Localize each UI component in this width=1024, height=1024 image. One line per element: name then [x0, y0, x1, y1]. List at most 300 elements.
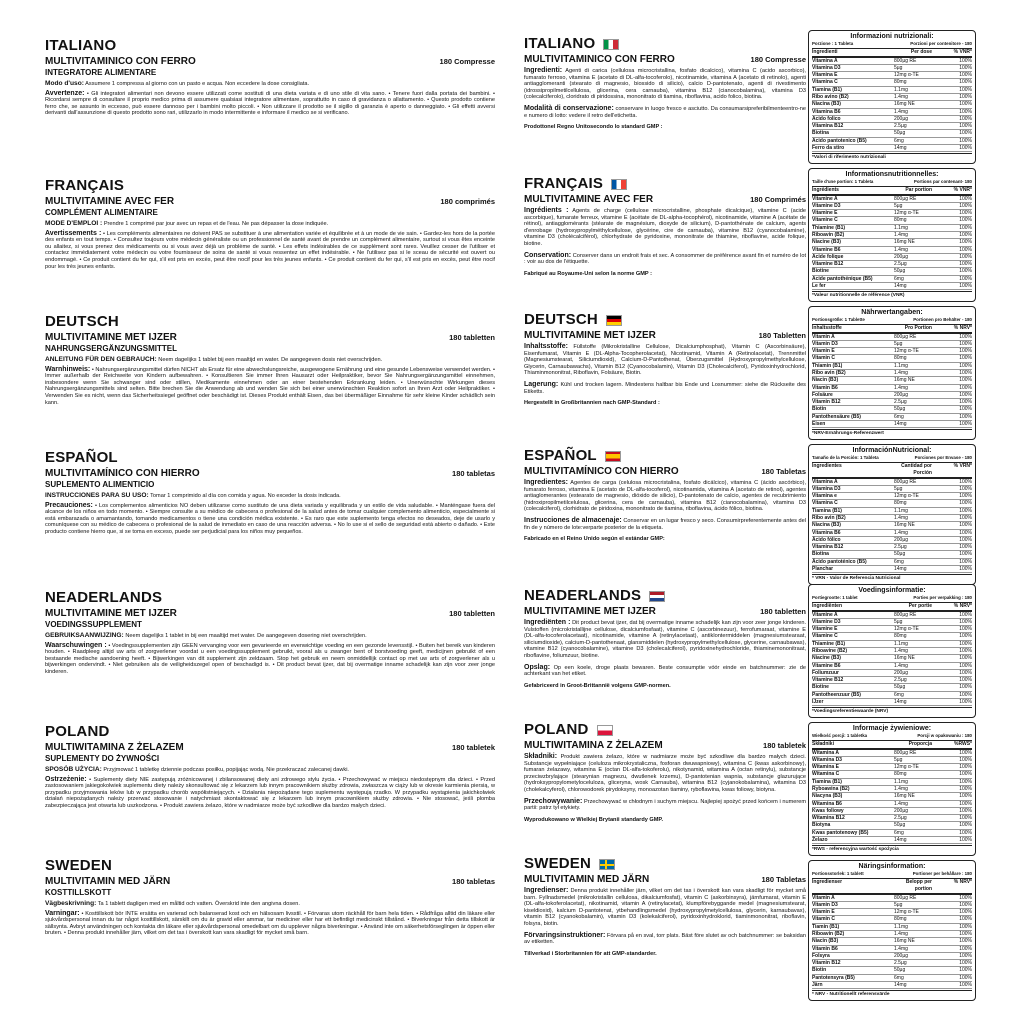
nutrient-name: Vitamine B12	[812, 677, 844, 684]
nutrient-name: Folsäure	[812, 391, 833, 398]
nutrient-nrv: 100%	[959, 145, 972, 152]
nutrient-name: Witamina C	[812, 771, 840, 778]
warning-text: • Gli integratori alimentari non devono essere utilizzati come sostituti di una dieta variata e di uno stile di vita sano. • Tenere fuori dalla portata dei bambini. • Ricordarsi sempre di consultare il proprio medico prima di assumere qualsiasi integratore alimentare, soprattutto in caso di gravidanza o allattamento. • Questo prodotto contiene ferro che, se assunto in eccesso, può essere dannoso per i bambini molto piccoli. • Non utilizzare il prodotto se il sigillo di garanzia è aperto o danneggiato. • Gli effetti avversi derivanti dall'assunzione di questo prodotto sono rari, utilizzarlo in modo intermittente e informare il medico se si verificano.	[45, 90, 495, 117]
nutrient-amount: 12mg α-TE	[894, 626, 919, 633]
nutrition-row	[812, 109, 972, 116]
nutrient-nrv: 100%	[959, 771, 972, 778]
nutrient-nrv: 100%	[959, 137, 972, 144]
nutrient-amount: 5µg	[894, 618, 903, 625]
nutrient-amount: 5µg	[894, 485, 903, 492]
header-ingredient: Składniki	[812, 740, 834, 747]
nutrition-row	[812, 276, 972, 283]
warning-paragraph	[45, 777, 495, 810]
nutrient-nrv: 100%	[959, 493, 972, 500]
tablet-count: 180 Tabletas	[761, 875, 806, 884]
nutrient-nrv: 100%	[959, 391, 972, 398]
nutrient-nrv: 100%	[959, 626, 972, 633]
title-with-flag	[524, 722, 806, 738]
nutrient-name: Biotin	[812, 967, 827, 974]
nutrient-amount: 6mg	[894, 275, 904, 282]
ingredients-paragraph	[524, 620, 806, 660]
nutrient-name: Vitamine A	[812, 611, 838, 618]
warning-label: Waarschuwingen :	[45, 641, 107, 649]
product-row	[524, 330, 806, 341]
nutrient-name: Pantotheenzuur (B5)	[812, 691, 861, 698]
nutrition-row	[812, 508, 972, 515]
header-amount: Per dose	[910, 48, 932, 55]
nutrient-name: Foliumzuur	[812, 669, 839, 676]
nutrient-name: Vitamina D3	[812, 485, 841, 492]
ingredient-block-1	[524, 176, 806, 277]
nutrition-title: Informacje żywieniowe:	[852, 725, 932, 732]
nutrition-row	[812, 619, 972, 626]
nutrient-name: Vitamin D3	[812, 901, 838, 908]
serving-size: Taille d'une portion: 1 Tableta	[812, 179, 874, 184]
nutrient-name: Witamina A	[812, 749, 839, 756]
nutrient-nrv: 100%	[959, 938, 972, 945]
storage-text: Op een koele, droge plaats bewaren. Beste consumptie vóór einde en batchnummer: zie de achterkant van het etiket.	[524, 664, 806, 678]
header-amount: Cantidad por Porción	[901, 462, 932, 476]
nutrition-row	[812, 392, 972, 399]
header-ingredient: Ingredienser	[812, 878, 843, 885]
nutrient-nrv: 100%	[959, 529, 972, 536]
nutrient-name: Thiamin (B1)	[812, 362, 843, 369]
nutrient-name: Vitamin D3	[812, 340, 838, 347]
nutrient-name: Tiamin (B1)	[812, 923, 840, 930]
nutrient-name: Vitamina e	[812, 493, 837, 500]
nutrition-row	[812, 757, 972, 764]
nutrition-table-4	[808, 584, 976, 718]
nutrition-row	[812, 370, 972, 377]
product-row	[524, 466, 806, 477]
nutrient-name: Niacyna (B3)	[812, 793, 843, 800]
nutrient-amount: 2.5µg	[894, 399, 907, 406]
nutrition-row	[812, 486, 972, 493]
nutrient-nrv: 100%	[959, 340, 972, 347]
storage-paragraph	[524, 665, 806, 678]
ingredient-block-3	[524, 448, 806, 543]
usage-label: SPOSÓB UŻYCIA:	[45, 766, 102, 773]
nutrient-name: Vitamin E	[812, 348, 835, 355]
nutrient-name: Vitamina C	[812, 79, 838, 86]
nutrient-name: Vitamina E	[812, 72, 838, 79]
nutrient-name: Ácido fólico	[812, 536, 841, 543]
product-row	[45, 56, 495, 67]
nutrient-amount: 800µg RE	[894, 478, 917, 485]
nutrient-nrv: 100%	[959, 662, 972, 669]
product-category: SUPLEMENTY DO ŻYWNOŚCI	[45, 754, 160, 763]
nutrient-nrv: 100%	[959, 333, 972, 340]
ingredients-text: Dit product bevat ijzer, dat bij overmatige inname schadelijk kan zijn voor zeer jonge kinderen. Vulstoffen (microkristallijne cellulose, dicalciumfosfaat), vitamine C (ascorbinezuur), ferrofumaraat, vitamine E (DL-alfa-tocoferolacetaat), nicotinamide, vitamine A (retinylacetaat), antiklontermiddelen (magnesiumstearaat, siliciumdioxide), calcium-D-pantothenaat, glansmiddelen (hydroxypropylmethylcellulose, glycerine, carnaubawas), vitamine B12 (cyanocobalamine), vitamine D3 (cholecalciferol), pyridoxinehydrochloride, thiaminemononitraat, riboflavine, foliumzuur, biotine.	[524, 620, 807, 659]
nutrient-nrv: 100%	[959, 974, 972, 981]
nutrient-amount: 1.4mg	[894, 785, 908, 792]
storage-text: Förvara på en sval, torr plats. Bäst före slutet av och batchnummer: se baksidan av etiketten.	[524, 932, 806, 946]
nutrition-row	[812, 58, 972, 65]
nutrition-footnote: * VRN - Valor de Referencia Nutricional	[812, 574, 972, 582]
servings-per-container: Portions par contenant- 180	[913, 179, 972, 184]
nutrient-name: Biotyna	[812, 822, 831, 829]
tablet-count: 180 tabletas	[452, 469, 495, 478]
header-nrv: % VNR*	[953, 48, 972, 55]
product-name: MULTIVITAMINE MET IJZER	[524, 330, 656, 341]
nutrition-title: InformaciónNutricional:	[852, 447, 932, 454]
nutrient-name: Ribo avin (B2)	[812, 514, 846, 521]
nutrient-name: Ribo avino (B2)	[812, 93, 849, 100]
nutrient-nrv: 100%	[959, 566, 972, 573]
nutrient-nrv: 100%	[959, 815, 972, 822]
nutrition-row	[812, 196, 972, 203]
ingredients-text: Denna produkt innehåller järn, vilket om det tas i överskott kan vara skadligt för mycket små barn. Fyllnadsmedel (mikrokristallin cellulosa, dikalciumfosfat), vitamin C (askorbinsyra), järnfumarat, vitamin E (DL-alfa-tokoferolacetat), nikotinamid, vitamin A (retinylacetat), klumpförebyggande medel (magnesiumstearat, kiseldioxid), kalcium D-pantotenat, ytbehandlingsmedel (hydroxypropylmetylcellulosa, glycerin, karnaubavax), vitamin B12 (cyanokobalamin), vitamin D3 (kolekalciferol), pyridoxinhydroklorid, tiaminmononitrat, riboflavin, folsyra, biotin.	[524, 888, 806, 927]
nutrient-nrv: 100%	[959, 952, 972, 959]
storage-label: Modalità di conservazione:	[524, 104, 614, 112]
header-nrv: % NRV*	[953, 324, 972, 331]
nutrient-amount: 2.5µg	[894, 815, 907, 822]
product-name: MULTIWITAMINA Z ŻELAZEM	[45, 742, 184, 753]
nutrition-row	[812, 363, 972, 370]
nutrient-name: Vitamina A	[812, 478, 838, 485]
nutrition-row	[812, 953, 972, 960]
tablet-count: 180 tabletten	[449, 609, 495, 618]
nutrition-footnote: *NRV-Ernährungs-Referenzwert	[812, 429, 972, 437]
label-block-1	[45, 178, 495, 270]
ingredients-paragraph	[524, 888, 806, 928]
ingredients-label: Ingredientes:	[524, 479, 568, 486]
product-name: MULTIVITAMIN MED JÄRN	[45, 876, 171, 887]
nutrient-nrv: 100%	[959, 86, 972, 93]
nutrition-row	[812, 808, 972, 815]
nutrient-amount: 1.4mg	[894, 514, 908, 521]
nutrient-amount: 16mg NE	[894, 377, 915, 384]
nutrient-nrv: 100%	[959, 253, 972, 260]
header-nrv: % NRV*	[953, 602, 972, 609]
usage-text: Ta 1 tablett dagligen med en måltid och vatten. Överskrid inte den angivna dosen.	[97, 901, 300, 907]
manufacture-note: Tillverkad i Storbritannien för att GMP-standarder.	[524, 950, 657, 957]
title-with-flag	[524, 36, 806, 52]
language-title: ITALIANO	[524, 35, 596, 52]
nutrition-title: Informazioni nutrizionali:	[850, 33, 934, 40]
ingredient-block-2	[524, 312, 806, 407]
nutrient-nrv: 100%	[959, 930, 972, 937]
nutrition-row	[812, 522, 972, 529]
nutrient-name: Thiamine (B1)	[812, 640, 846, 647]
nutrition-row	[812, 377, 972, 384]
nutrient-name: Riboavin (B2)	[812, 231, 845, 238]
nutrition-footnote: *Voedingsreferentiewaarde (NRV)	[812, 707, 972, 715]
nutrition-row	[812, 786, 972, 793]
servings-per-container: Porzioni per contenitore - 180	[910, 41, 972, 46]
nutrition-row	[812, 138, 972, 145]
servings-per-container: Portionen pro Behälter - 180	[913, 317, 972, 322]
nutrient-name: Żelazo	[812, 837, 828, 844]
header-nrv: % NRV*	[953, 878, 972, 885]
nutrient-nrv: 100%	[959, 195, 972, 202]
nutrient-name: Witamina D3	[812, 756, 842, 763]
nutrition-row	[812, 79, 972, 86]
usage-label: GEBRUIKSAANWIJZING:	[45, 632, 124, 639]
nutrient-amount: 12mg α-TE	[894, 348, 919, 355]
nutrient-nrv: 100%	[959, 202, 972, 209]
tablet-count: 180 Tabletas	[761, 467, 806, 476]
nutrient-nrv: 100%	[959, 544, 972, 551]
nutrient-name: Acide folique	[812, 253, 844, 260]
product-row	[524, 54, 806, 65]
language-title: POLAND	[524, 721, 589, 738]
nutrient-amount: 80mg	[894, 79, 907, 86]
storage-text: Kühl und trocken lagern. Mindestens haltbar bis Ende und Losnummer: siehe die Rückseite des Etiketts.	[524, 381, 806, 395]
nutrient-amount: 50µg	[894, 822, 906, 829]
nutrient-name: Niacina (B3)	[812, 522, 841, 529]
nutrition-row	[812, 764, 972, 771]
servings-per-container: Porties per verpakking : 180	[913, 595, 972, 600]
nutrient-nrv: 100%	[959, 901, 972, 908]
nutrient-nrv: 100%	[959, 421, 972, 428]
warning-paragraph	[45, 367, 495, 407]
warning-text: • Les compléments alimentaires ne doivent PAS se substituer à une alimentation variée et équilibrée et à un mode de vie sain. • Gardez-les hors de la portée des enfants en tout temps. • Consultez toujours votre médecin généraliste ou un professionnel de santé avant de prendre un complément alimentaire, surtout si vous êtes enceinte ou allaitez, si vous prenez des médicaments ou si vous avez déjà un problème de santé. • Les effets indésirables de ce supplément sont rares. Veuillez cesser de l'utiliser et contactez immédiatement votre médecin ou votre fournisseur de soins de santé si vous ressentez un effet indésirable. • Ne l'utilisez pas si le sceau de sécurité est ouvert ou endommagé. • Ce produit contient du fer qui, s'il est pris en excès, peut être nocif pour les très jeunes enfants. • Ce produit contient du fer qui, s'il est pris en excès, peut être nocif pour les très jeunes enfants.	[45, 230, 495, 270]
tablet-count: 180 tabletek	[452, 743, 495, 752]
nutrient-amount: 14mg	[894, 837, 907, 844]
storage-paragraph	[524, 253, 806, 266]
nutrient-amount: 1.4mg	[894, 647, 908, 654]
nutrient-amount: 12mg α-TE	[894, 764, 919, 771]
ingredients-label: Ingredienser:	[524, 887, 569, 894]
nutrition-title: Näringsinformation:	[858, 863, 926, 870]
storage-text: conservare in luogo fresco e asciutto. Da consumarsipreferibilmenteentro-ne e numero di lotto: vedere il retro dell'etichetta.	[524, 105, 806, 119]
nutrient-amount: 6mg	[894, 413, 904, 420]
nutrient-amount: 200µg	[894, 952, 909, 959]
nutrient-nrv: 100%	[959, 485, 972, 492]
storage-text: Conservar en un lugar fresco y seco. Consumirpreferentemente antes del fin de y número de lote:verparte posterior de la etiqueta.	[524, 517, 806, 531]
language-title: FRANÇAIS	[45, 177, 125, 194]
nutrition-row	[812, 830, 972, 837]
nutrient-nrv: 100%	[959, 514, 972, 521]
warning-text: • Suplementy diety NIE zastępują zróżnicowanej i zbilansowanej diety ani zdrowego stylu życia. • Przechowywać w miejscu niedostępnym dla dzieci. • Przed zastosowaniem jakiegokolwiek suplementu diety należy skonsultować się z lekarzem lub innym pracownikiem służby zdrowia, zwłaszcza w ciąży lub w okresie karmienia piersią, w przypadku przyjmowania leków lub w przypadku chorób współistniejących. • Działania niepożądane tego suplementu występują rzadko. W przypadku wystąpienia jakichkolwiek działań niepożądanych należy przerwać stosowanie i natychmiast skontaktować się z lekarzem lub innym pracownikiem służby zdrowia. • Nie stosować, jeśli plomba zabezpieczająca jest otwarta lub uszkodzona. • Produkt zawiera żelazo, które w nadmiarze może być szkodliwe dla bardzo małych dzieci.	[45, 776, 495, 809]
ingredients-text: Agents de charge (cellulose microcristalline, phosphate dicalcique), vitamine C (acide ascorbique), fumarate ferreux, vitamine E (acétate de DL-alpha-tocophérol), nicotinamide, vitamine A (acétate de rétinol), antiagglomérants (stéarate de magnésium, dioxyde de silicium), D-pantothénate de calcium, agents d'enrobage (hydroxypropylméthylcellulose, glycérine, cire de carnauba), vitamine B12 (cyanocobalamine), vitamine D3 (cholécalciférol), chlorhydrate de pyridoxine, mononitrate de thiamine, riboflavine, acide folique, biotine.	[524, 208, 806, 247]
nutrient-name: Vitamine B6	[812, 246, 841, 253]
nutrient-amount: 800µg RE	[894, 195, 917, 202]
nutrient-nrv: 100%	[959, 647, 972, 654]
manufacture-note: Gefabriceerd in Groot-Brittannië volgens GMP-normen.	[524, 682, 671, 689]
nutrition-title: Voedingsinformatie:	[858, 587, 926, 594]
nutrition-row	[812, 225, 972, 232]
nutrient-nrv: 100%	[959, 909, 972, 916]
nutrition-row	[812, 101, 972, 108]
nutrition-row	[812, 493, 972, 500]
tablet-count: 180 comprimés	[440, 197, 495, 206]
product-category: NAHRUNGSERGÄNZUNGSMITTEL	[45, 344, 177, 353]
nutrient-amount: 80mg	[894, 355, 907, 362]
nutrient-name: Biotin	[812, 406, 827, 413]
nutrient-nrv: 100%	[959, 123, 972, 130]
servings-per-container: Porcji w opakowaniu : 180	[917, 733, 972, 738]
ingredients-text: Agenti di carica (cellulosa microcristallina, fosfato dicalcico), vitamina C (acido ascorbico), fumarato ferroso, vitamina E (acetato di DL-alfa-tocoferolo), nicotinamide, vitamina A (acetato di retinolo), agenti antiagglomeranti (stearato di magnesio, biossido di silicio), calcio D-pantotenato, agenti di rivestimento (idrossipropilmetilcellulosa, glicerina, cera carnauba), vitamina B12 (cianocobalamina), vitamina D3 (colecalciferolo), cloridrato di piridossina, mononitrato di tiamina, riboflavina, acido folico, biotina.	[524, 68, 806, 101]
nutrient-nrv: 100%	[959, 749, 972, 756]
nutrient-name: Vitamine D3	[812, 202, 841, 209]
nutrient-nrv: 100%	[959, 93, 972, 100]
nutrient-name: Vitamine B6	[812, 662, 841, 669]
nutrient-name: Riboavine (B2)	[812, 647, 848, 654]
nutrient-amount: 200µg	[894, 807, 909, 814]
nutrient-name: Vitamina B12	[812, 123, 844, 130]
nutrition-row	[812, 203, 972, 210]
nutrient-amount: 200µg	[894, 253, 909, 260]
manufacture-note: Hergestellt in Großbritannien nach GMP-Standard :	[524, 400, 660, 407]
language-title: DEUTSCH	[45, 313, 119, 330]
nutrient-amount: 1.1mg	[894, 362, 908, 369]
nutrient-nrv: 100%	[959, 239, 972, 246]
nutrient-nrv: 100%	[959, 611, 972, 618]
nutrition-row	[812, 406, 972, 413]
warning-label: Warnhinweis:	[45, 365, 91, 373]
nutrient-nrv: 100%	[959, 348, 972, 355]
warning-paragraph	[45, 503, 495, 536]
nutrition-row	[812, 663, 972, 670]
product-name: MULTIWITAMINA Z ŻELAZEM	[524, 740, 663, 751]
nutrient-name: Witamina B12	[812, 815, 845, 822]
nutrient-name: Vitamine E	[812, 210, 838, 217]
nutrient-nrv: 100%	[959, 640, 972, 647]
storage-paragraph	[524, 518, 806, 531]
nutrient-name: Niacin (B3)	[812, 938, 839, 945]
usage-paragraph	[45, 493, 495, 500]
nutrient-nrv: 100%	[959, 261, 972, 268]
nutrient-amount: 200µg	[894, 391, 909, 398]
nutrient-amount: 1.4mg	[894, 369, 908, 376]
nutrition-table-0	[808, 30, 976, 164]
servings-per-container: Porciones por Envase - 180	[914, 455, 972, 460]
nutrient-nrv: 100%	[959, 785, 972, 792]
nutrition-row	[812, 116, 972, 123]
nutrition-row	[812, 648, 972, 655]
nutrient-amount: 80mg	[894, 500, 907, 507]
nutrition-row	[812, 72, 972, 79]
nutrition-table-2	[808, 306, 976, 440]
usage-label: Modo d'uso:	[45, 80, 84, 87]
nutrient-amount: 1.1mg	[894, 507, 908, 514]
nutrient-amount: 200µg	[894, 115, 909, 122]
usage-label: INSTRUCCIONES PARA SU USO:	[45, 492, 149, 499]
nutrient-name: Pantothensäure (B5)	[812, 413, 861, 420]
usage-label: MODE D'EMPLOI :	[45, 220, 103, 227]
nutrition-row	[812, 261, 972, 268]
nutrition-row	[812, 960, 972, 967]
ingredients-paragraph	[524, 754, 806, 794]
nutrient-name: Ryboawina (B2)	[812, 785, 850, 792]
product-category: VOEDINGSSUPPLEMENT	[45, 620, 142, 629]
label-block-0	[45, 38, 495, 117]
usage-text: Tomar 1 comprimido al día con comida y agua. No exceder la dosis indicada.	[150, 493, 341, 499]
nutrient-amount: 800µg RE	[894, 749, 917, 756]
nutrient-name: Vitamina B6	[812, 108, 841, 115]
flag-icon	[603, 39, 619, 50]
nutrient-amount: 14mg	[894, 145, 907, 152]
nutrient-nrv: 100%	[959, 478, 972, 485]
nutrition-row	[812, 123, 972, 130]
nutrient-amount: 80mg	[894, 771, 907, 778]
nutrition-row	[812, 779, 972, 786]
ingredients-text: Füllstoffe (Mikrokristalline Cellulose, Dicalciumphosphat), Vitamin C (Ascorbinsäure), Eisenfumarat, Vitamin E (DL-Alpha-Tocopherolacetat), Nicotinamid, Vitamin A (Retinolacetat), Trennmittel (Magnesiumstearat, Siliciumdioxid), Calcium-D-Pantothenat, Überzugsmittel (Hydroxypropylmethylcellulose, Glycerin, Carnaubawachs), Vitamin B12 (Cyanocobalamin), Vitamin D3 (Cholecalciferol), Pyridoxinhydrochlorid, Thiaminmononitrat, Riboflavin, Folsäure, Biotin.	[524, 344, 806, 377]
nutrient-nrv: 100%	[959, 72, 972, 79]
manufacture-note: Wyprodukowano w Wielkiej Brytanii standardy GMP.	[524, 816, 663, 823]
nutrient-amount: 16mg NE	[894, 522, 915, 529]
nutrition-row	[812, 239, 972, 246]
nutrient-name: Vitamina A	[812, 57, 838, 64]
label-block-3	[45, 450, 495, 536]
ingredient-block-0	[524, 36, 806, 131]
product-name: MULTIVITAMINE AVEC FER	[524, 194, 654, 205]
nutrient-nrv: 100%	[959, 130, 972, 137]
nutrient-name: Vitamine C	[812, 633, 838, 640]
storage-label: Opslag:	[524, 663, 551, 671]
nutrition-row	[812, 975, 972, 982]
nutrition-row	[812, 612, 972, 619]
nutrition-row	[812, 515, 972, 522]
nutrient-amount: 14mg	[894, 982, 907, 989]
product-category: COMPLÉMENT ALIMENTAIRE	[45, 208, 158, 217]
nutrition-row	[812, 692, 972, 699]
nutrient-amount: 50µg	[894, 684, 906, 691]
nutrient-amount: 800µg RE	[894, 894, 917, 901]
nutrient-amount: 1.4mg	[894, 529, 908, 536]
nutrient-name: Le fer	[812, 283, 826, 290]
nutrition-row	[812, 902, 972, 909]
nutrition-row	[812, 500, 972, 507]
product-row	[45, 742, 495, 753]
nutrient-nrv: 100%	[959, 800, 972, 807]
nutrient-amount: 50µg	[894, 551, 906, 558]
product-row	[524, 606, 806, 617]
language-title: SWEDEN	[45, 857, 113, 874]
language-title: SWEDEN	[524, 855, 592, 872]
nutrient-nrv: 100%	[959, 355, 972, 362]
usage-paragraph	[45, 633, 495, 640]
nutrition-row	[812, 924, 972, 931]
usage-text: Prendre 1 comprimé par jour avec un repas et de l'eau. Ne pas dépasser la dose indiquée.	[103, 221, 329, 227]
nutrient-amount: 6mg	[894, 974, 904, 981]
serving-info	[812, 871, 972, 879]
tablet-count: 180 Compresse	[439, 57, 495, 66]
nutrient-nrv: 100%	[959, 894, 972, 901]
storage-paragraph	[524, 933, 806, 946]
nutrient-name: Vitamin A	[812, 333, 835, 340]
nutrient-nrv: 100%	[959, 837, 972, 844]
nutrient-name: Kwas foliowy	[812, 807, 844, 814]
warning-text: • Voedingssupplementen zijn GEEN vervanging voor een gevarieerde en evenwichtige voeding en een gezonde levensstijl. • Buiten het bereik van kinderen houden. • Raadpleeg altijd uw arts of zorgverlener voordat u een voedingssupplement gebruikt, vooral als u zwanger bent of borstvoeding geeft, medicijnen gebruikt of een bestaande medische aandoening heeft. • Bijwerkingen van dit supplement zijn zeldzaam. Stop het gebruik en neem onmiddellijk contact op met uw arts of zorgverlener als u bijwerkingen ondervindt. • Niet gebruiken als de veiligheidszegel open of beschadigd is. • Dit product bevat ijzer, dat bij overmatige inname schadelijk kan zijn voor zeer jonge kinderen.	[45, 642, 495, 675]
language-title: DEUTSCH	[524, 311, 598, 328]
nutrition-row	[812, 268, 972, 275]
serving-size: Porzione : 1 Tableta	[812, 41, 854, 46]
product-category: INTEGRATORE ALIMENTARE	[45, 68, 157, 77]
nutrient-nrv: 100%	[959, 982, 972, 989]
warning-paragraph	[45, 643, 495, 676]
nutrition-row	[812, 566, 972, 573]
ingredient-block-4	[524, 588, 806, 689]
nutrition-row	[812, 684, 972, 691]
nutrition-table-6	[808, 860, 976, 1001]
title-with-flag	[524, 856, 806, 872]
nutrient-amount: 1.4mg	[894, 800, 908, 807]
nutrient-nrv: 100%	[959, 778, 972, 785]
product-name: MULTIVITAMÍNICO CON HIERRO	[524, 466, 679, 477]
serving-info	[812, 317, 972, 325]
nutrient-name: Niacine (B3)	[812, 655, 841, 662]
nutrition-row	[812, 479, 972, 486]
storage-paragraph	[524, 799, 806, 812]
usage-label: Vägbeskrivning:	[45, 900, 97, 907]
nutrient-name: Vitamina B12	[812, 544, 844, 551]
nutrient-name: Ribo avin (B2)	[812, 369, 846, 376]
serving-size: Portiegrootte: 1 tablet	[812, 595, 858, 600]
product-row	[45, 468, 495, 479]
